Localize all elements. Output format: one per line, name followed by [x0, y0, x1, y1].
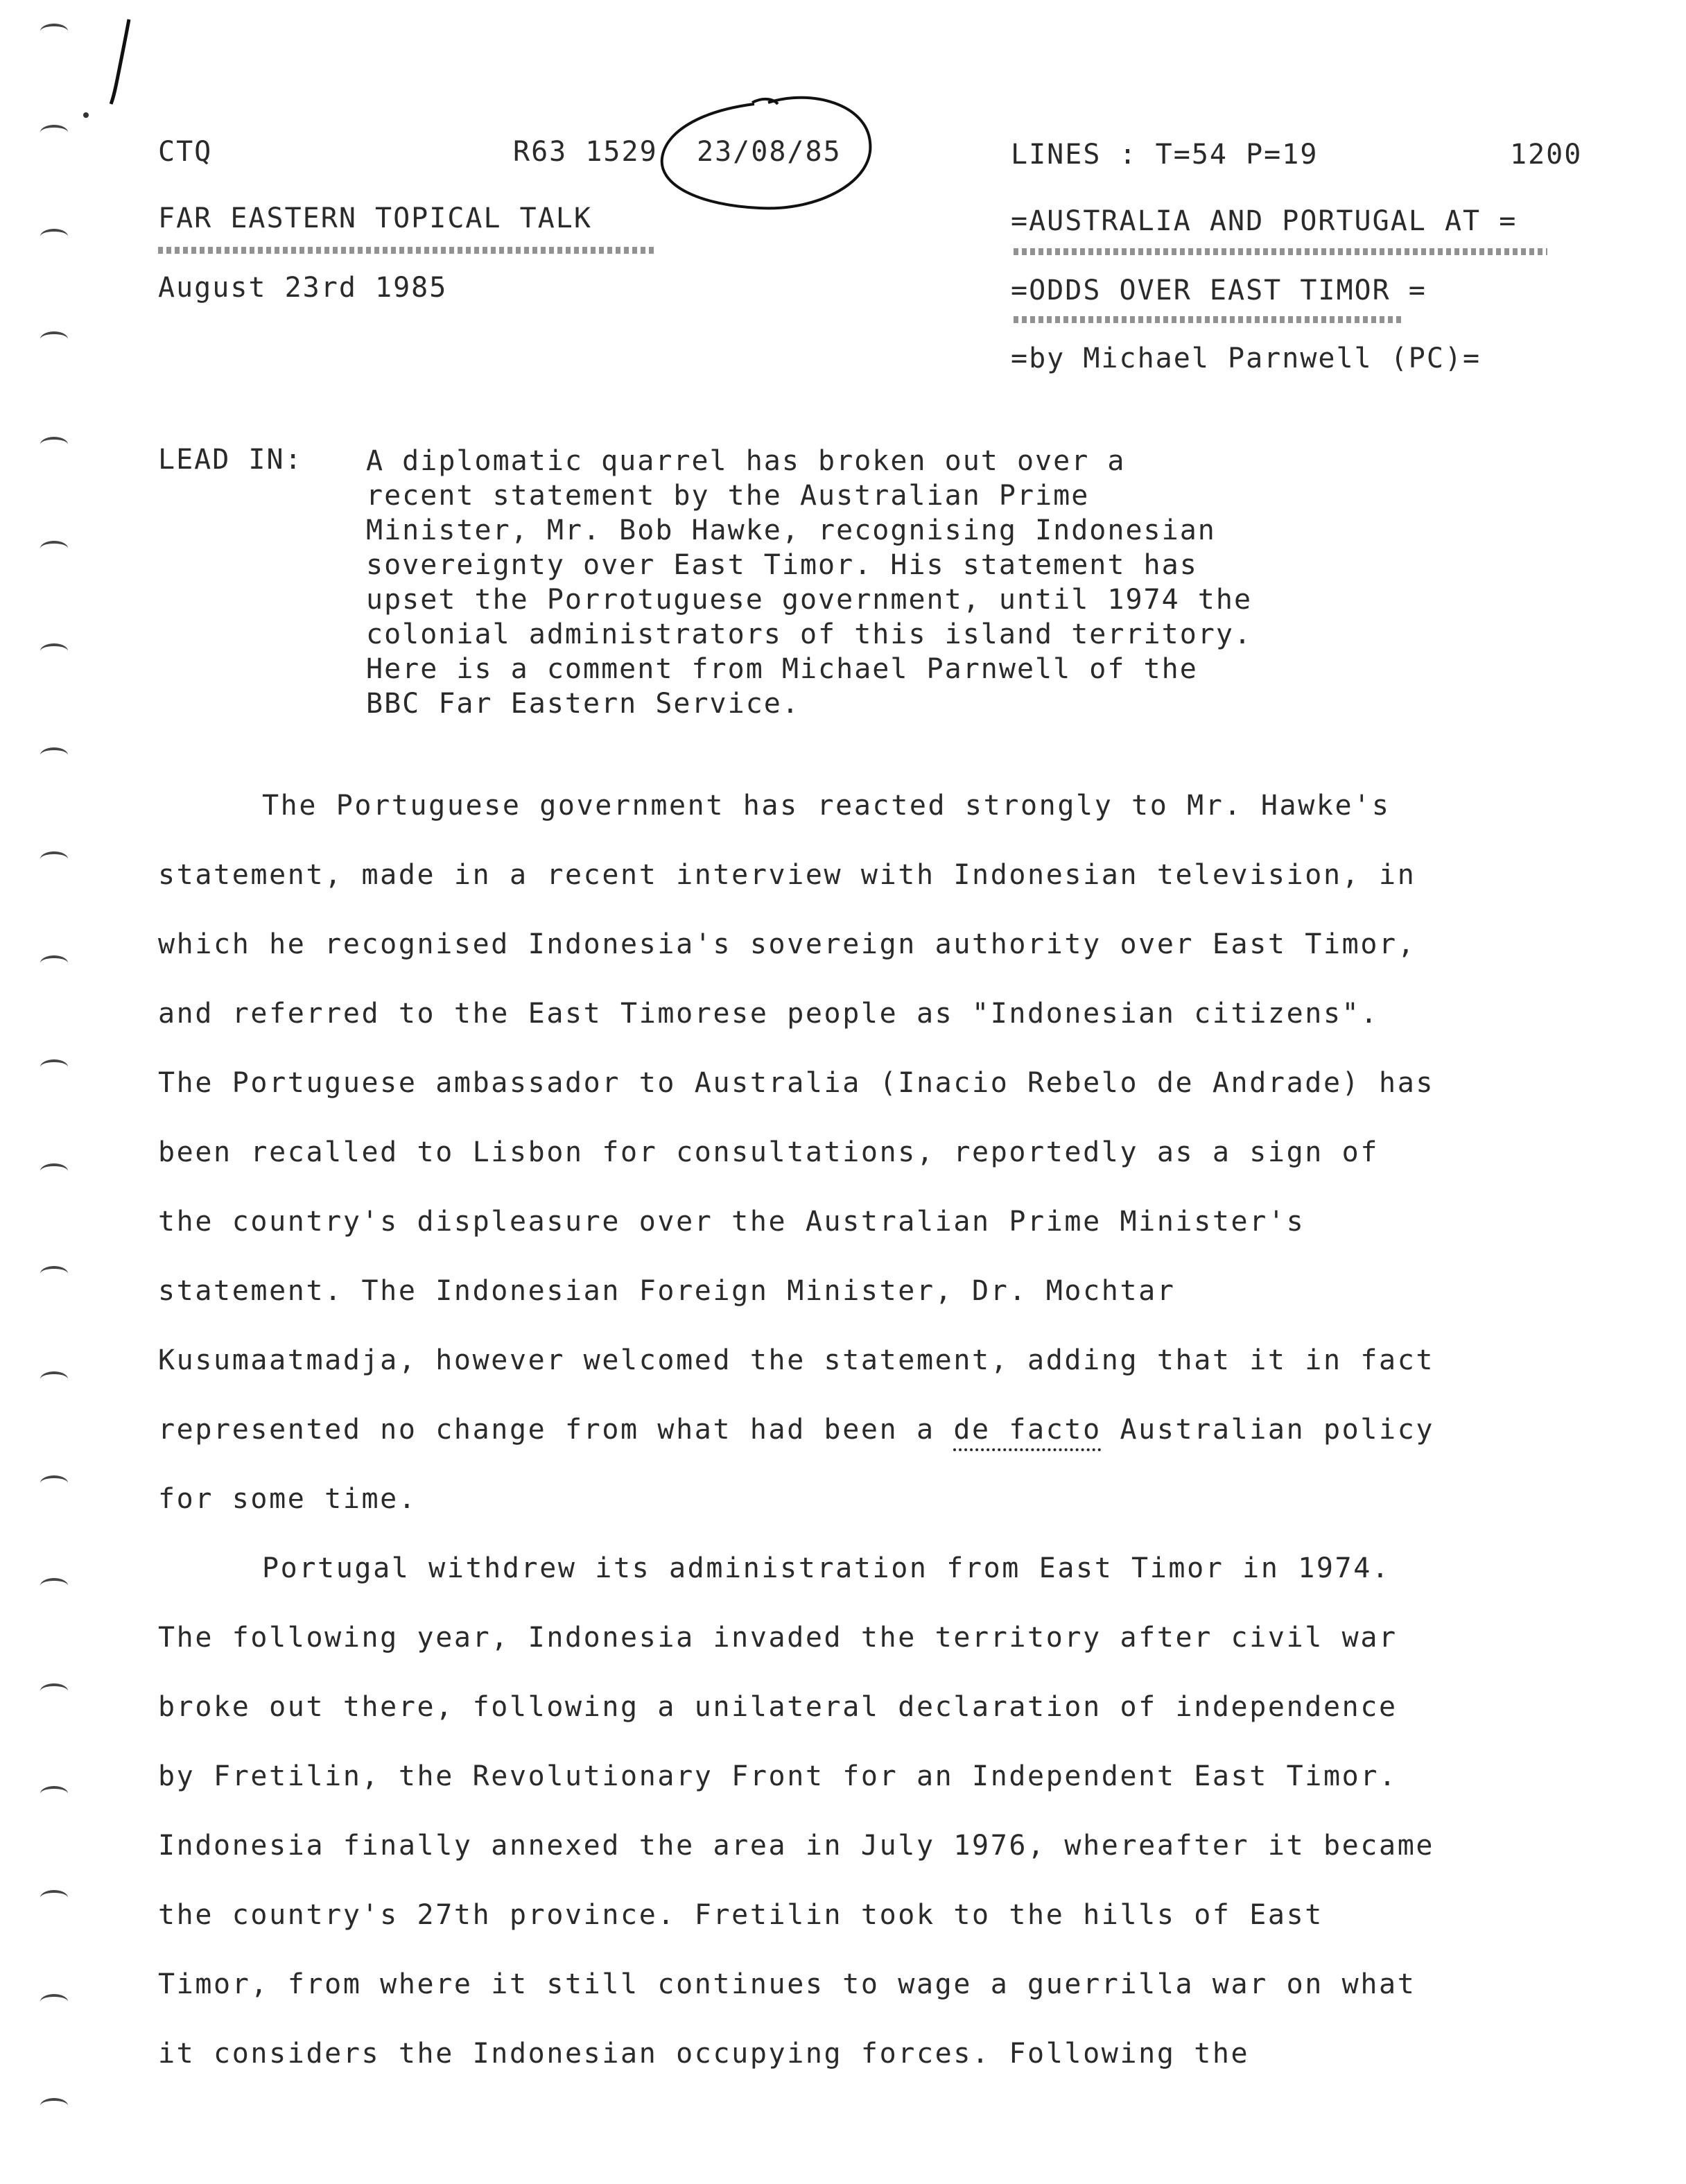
body-paragraph-2 — [158, 1534, 1607, 2088]
body-paragraph-1 — [158, 771, 1607, 1534]
underlined-term: de facto — [953, 1414, 1102, 1446]
body-line — [158, 1395, 1607, 1464]
body-line: been recalled to Lisbon for consultations, reportedly as a sign of — [158, 1136, 1380, 1168]
body-line: statement. The Indonesian Foreign Minister, Dr. Mochtar — [158, 1275, 1176, 1307]
body-line: the country's 27th province. Fretilin took to the hills of East — [158, 1899, 1323, 1931]
body-text: Australian policy — [1101, 1414, 1435, 1446]
lead-in-line: A diplomatic quarrel has broken out over a — [366, 445, 1126, 477]
lead-in-line: colonial administrators of this island territory. — [366, 618, 1253, 650]
body-line: statement, made in a recent interview with Indonesian television, in — [158, 859, 1416, 891]
headline-underline-1 — [1014, 248, 1547, 255]
lead-in-line: recent statement by the Australian Prime — [366, 480, 1090, 512]
body-line: for some time. — [158, 1483, 417, 1515]
body-line: which he recognised Indonesia's sovereign authority over East Timor, — [158, 928, 1416, 960]
body-text: represented no change from what had been a — [158, 1414, 954, 1446]
pen-tick-mark — [111, 19, 129, 104]
date-circle-tail-mark — [752, 99, 778, 104]
lead-in-line: upset the Porrotuguese government, until 1974 the — [366, 584, 1253, 616]
header-ref-number: R63 1529 — [513, 136, 658, 168]
body-line: Kusumaatmadja, however welcomed the statement, adding that it in fact — [158, 1344, 1435, 1376]
lead-in-line: sovereignty over East Timor. His statement has — [366, 549, 1198, 581]
body-line: The Portuguese ambassador to Australia (Inacio Rebelo de Andrade) has — [158, 1067, 1435, 1099]
body-line: Indonesia finally annexed the area in July 1976, whereafter it became — [158, 1830, 1435, 1862]
lead-in-line: Here is a comment from Michael Parnwell of the — [366, 653, 1198, 685]
header-time: 1200 — [1510, 139, 1583, 171]
body-line: and referred to the East Timorese people as "Indonesian citizens". — [158, 998, 1380, 1030]
pen-dot-mark — [83, 112, 89, 118]
body-line: Timor, from where it still continues to wage a guerrilla war on what — [158, 1968, 1416, 2000]
lead-in-line: BBC Far Eastern Service. — [366, 688, 800, 720]
lead-in-label: LEAD IN: — [158, 444, 303, 476]
headline-underline-2 — [1014, 316, 1402, 323]
body-line: the country's displeasure over the Australian Prime Minister's — [158, 1206, 1305, 1238]
byline: =by Michael Parnwell (PC)= — [1011, 343, 1481, 374]
headline-line-2: =ODDS OVER EAST TIMOR = — [1011, 275, 1427, 306]
program-title: FAR EASTERN TOPICAL TALK — [158, 202, 592, 234]
lead-in-text — [366, 444, 1406, 721]
lead-in-line: Minister, Mr. Bob Hawke, recognising Indonesian — [366, 514, 1216, 546]
header-date-code: 23/08/85 — [697, 136, 842, 168]
body-line: The Portuguese government has reacted strongly to Mr. Hawke's — [262, 790, 1391, 822]
headline-line-1: =AUSTRALIA AND PORTUGAL AT = — [1011, 205, 1518, 237]
title-underline — [158, 247, 657, 254]
body-line: broke out there, following a unilateral declaration of independence — [158, 1691, 1398, 1723]
header-lines: LINES : T=54 P=19 — [1011, 139, 1319, 171]
program-date: August 23rd 1985 — [158, 272, 448, 304]
body-line: The following year, Indonesia invaded the territory after civil war — [158, 1622, 1398, 1654]
body-line: it considers the Indonesian occupying forces. Following the — [158, 2038, 1250, 2070]
header-code: CTQ — [158, 136, 213, 168]
body-line: by Fretilin, the Revolutionary Front for an Independent East Timor. — [158, 1760, 1398, 1792]
body-line: Portugal withdrew its administration from East Timor in 1974. — [262, 1552, 1391, 1584]
